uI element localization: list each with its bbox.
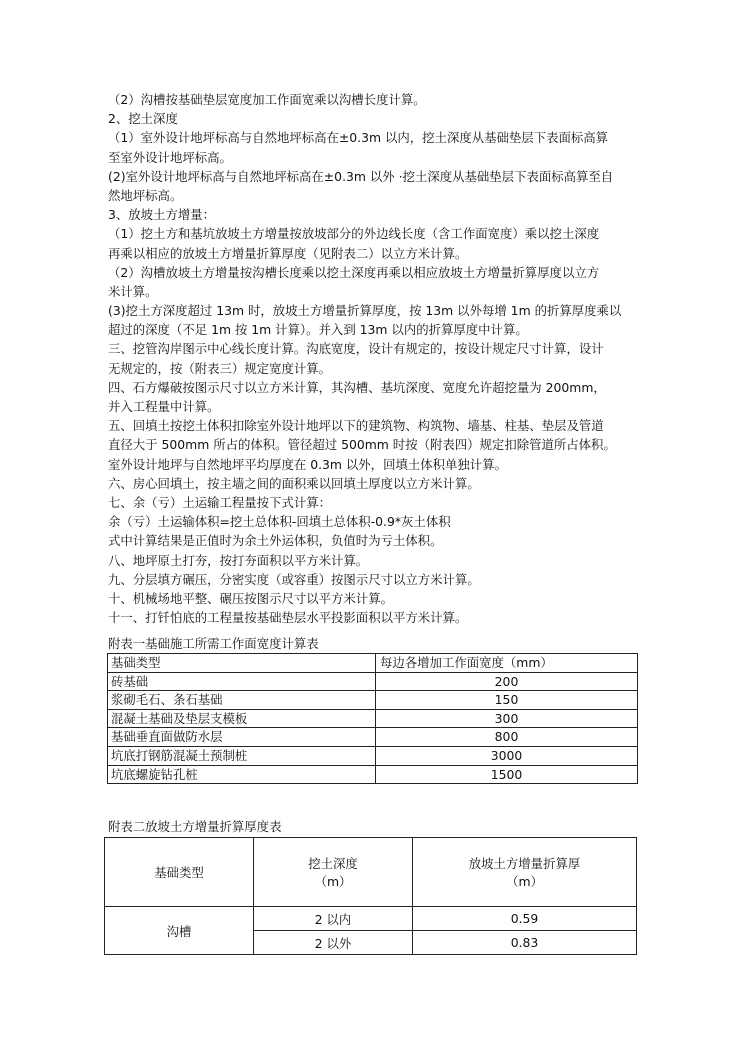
text-line: （2）沟槽放坡土方增量按沟槽长度乘以挖土深度再乘以相应放坡土方增量折算厚度以立方 (108, 264, 600, 280)
text-line: 至室外设计地坪标高。 (108, 149, 232, 165)
table-row (108, 691, 638, 710)
text-line: 2、挖土深度 (108, 111, 178, 127)
header-unit: （m） (506, 874, 543, 889)
table-cell: 800 (376, 728, 638, 747)
table-cell: 150 (376, 691, 638, 710)
text-line: （2）沟槽按基础垫层宽度加工作面宽乘以沟槽长度计算。 (108, 92, 426, 107)
table-cell: 砖基础 (108, 672, 376, 691)
text-line: 然地坪标高。 (108, 187, 183, 203)
table-row (105, 907, 637, 931)
table-row (108, 709, 638, 728)
text-line: 无规定的，按（附表三）规定宽度计算。 (108, 360, 332, 376)
text-line: 余（亏）土运输体积=挖土总体积-回填土总体积-0.9*灰土体积 (108, 514, 451, 530)
table-cell: 300 (376, 709, 638, 728)
text-line: 八、地坪原土打夯，按打夯面积以平方米计算。 (108, 552, 369, 568)
text-line: （1）挖土方和基坑放坡土方增量按放坡部分的外边线长度（含工作面宽度）乘以挖土深度 (108, 226, 600, 242)
group-cell: 沟槽 (105, 907, 254, 955)
table-cell: 混凝土基础及垫层支模板 (108, 709, 376, 728)
text-line: 三、挖管沟岸图示中心线长度计算。沟底宽度，设计有规定的，按设计规定尺寸计算，设计 (108, 341, 604, 357)
text-line: 再乘以相应的放坡土方增量折算厚度（见附表二）以立方米计算。 (108, 245, 468, 261)
text-line: 十、机械场地平整、碾压按图示尺寸以平方米计算。 (108, 590, 393, 606)
table-cell: 0.59 (413, 907, 637, 931)
table-cell: 2 以内 (254, 907, 413, 931)
table-cell: 3000 (376, 746, 638, 765)
table-row (108, 746, 638, 765)
text-line: 3、放坡土方增量： (108, 207, 216, 223)
text-line: 米计算。 (108, 283, 158, 299)
table-cell: 200 (376, 672, 638, 691)
text-line: 四、石方爆破按图示尺寸以立方米计算，其沟槽、基坑深度、宽度允许超挖量为 200mm， (108, 379, 606, 395)
body-text (108, 90, 638, 627)
text-line: (2)室外设计地坪标高与自然地坪标高在±0.3m 以外 ·挖土深度从基础垫层下表面标高算至自 (108, 168, 614, 184)
header-cell (105, 838, 254, 907)
slope-thickness-table (104, 837, 637, 955)
table-cell: 1500 (376, 765, 638, 784)
text-line: (3)挖土方深度超过 13m 时，放坡土方增量折算厚度，按 13m 以外每增 1m 的折算厚度乘以 (108, 303, 622, 319)
header-cell (413, 838, 637, 907)
table-row (108, 765, 638, 784)
text-line: 直径大于 500mm 所占的体积。管径超过 500mm 时按（附表四）规定扣除管道所占体积。 (108, 437, 616, 453)
text-line: 式中计算结果是正值时为余土外运体积，负值时为亏土体积。 (108, 533, 443, 549)
table2-caption: 附表二放坡土方增量折算厚度表 (108, 819, 282, 834)
table-cell: 坑底打钢筋混凝土预制桩 (108, 746, 376, 765)
table-cell: 浆砌毛石、条石基础 (108, 691, 376, 710)
text-line: 六、房心回填土，按主墙之间的面积乘以回填土厚度以立方米计算。 (108, 475, 480, 491)
text-line: 七、余（亏）土运输工程量按下式计算： (108, 494, 332, 510)
text-line: 九、分层填方碾压，分密实度（或容重）按图示尺寸以立方米计算。 (108, 571, 480, 587)
table-header-row (105, 838, 637, 907)
text-line: 五、回填土按挖土体积扣除室外设计地坪以下的建筑物、构筑物、墙基、柱基、垫层及管道 (108, 418, 604, 434)
table-cell: 2 以外 (254, 931, 413, 955)
table-row (108, 728, 638, 747)
header-label: 基础类型 (154, 865, 204, 880)
table1-caption: 附表一基础施工所需工作面宽度计算表 (108, 636, 319, 651)
text-line: 并入工程量中计算。 (108, 399, 220, 414)
table-cell: 0.83 (413, 931, 637, 955)
work-face-width-table (107, 653, 638, 784)
text-line: 室外设计地坪与自然地坪平均厚度在 0.3m 以外，回填土体积单独计算。 (108, 456, 507, 472)
header-cell (254, 838, 413, 907)
header-label: 挖土深度 (308, 856, 358, 871)
header-unit: （m） (314, 874, 352, 889)
table-header-row (108, 654, 638, 673)
text-line: 十一、打钎怕底的工程量按基础垫层水平投影面积以平方米计算。 (108, 610, 468, 626)
table-row (108, 672, 638, 691)
text-line: 超过的深度（不足 1m 按 1m 计算）。并入到 13m 以内的折算厚度中计算。 (108, 322, 528, 338)
header-cell: 基础类型 (108, 654, 376, 673)
header-label: 放坡土方增量折算厚 (468, 856, 581, 871)
table-cell: 坑底螺旋钻孔桩 (108, 765, 376, 784)
header-cell: 每边各增加工作面宽度（mm） (376, 654, 638, 673)
text-line: （1）室外设计地坪标高与自然地坪标高在±0.3m 以内，挖土深度从基础垫层下表面标高算 (108, 130, 609, 146)
table-cell: 基础垂直面做防水层 (108, 728, 376, 747)
